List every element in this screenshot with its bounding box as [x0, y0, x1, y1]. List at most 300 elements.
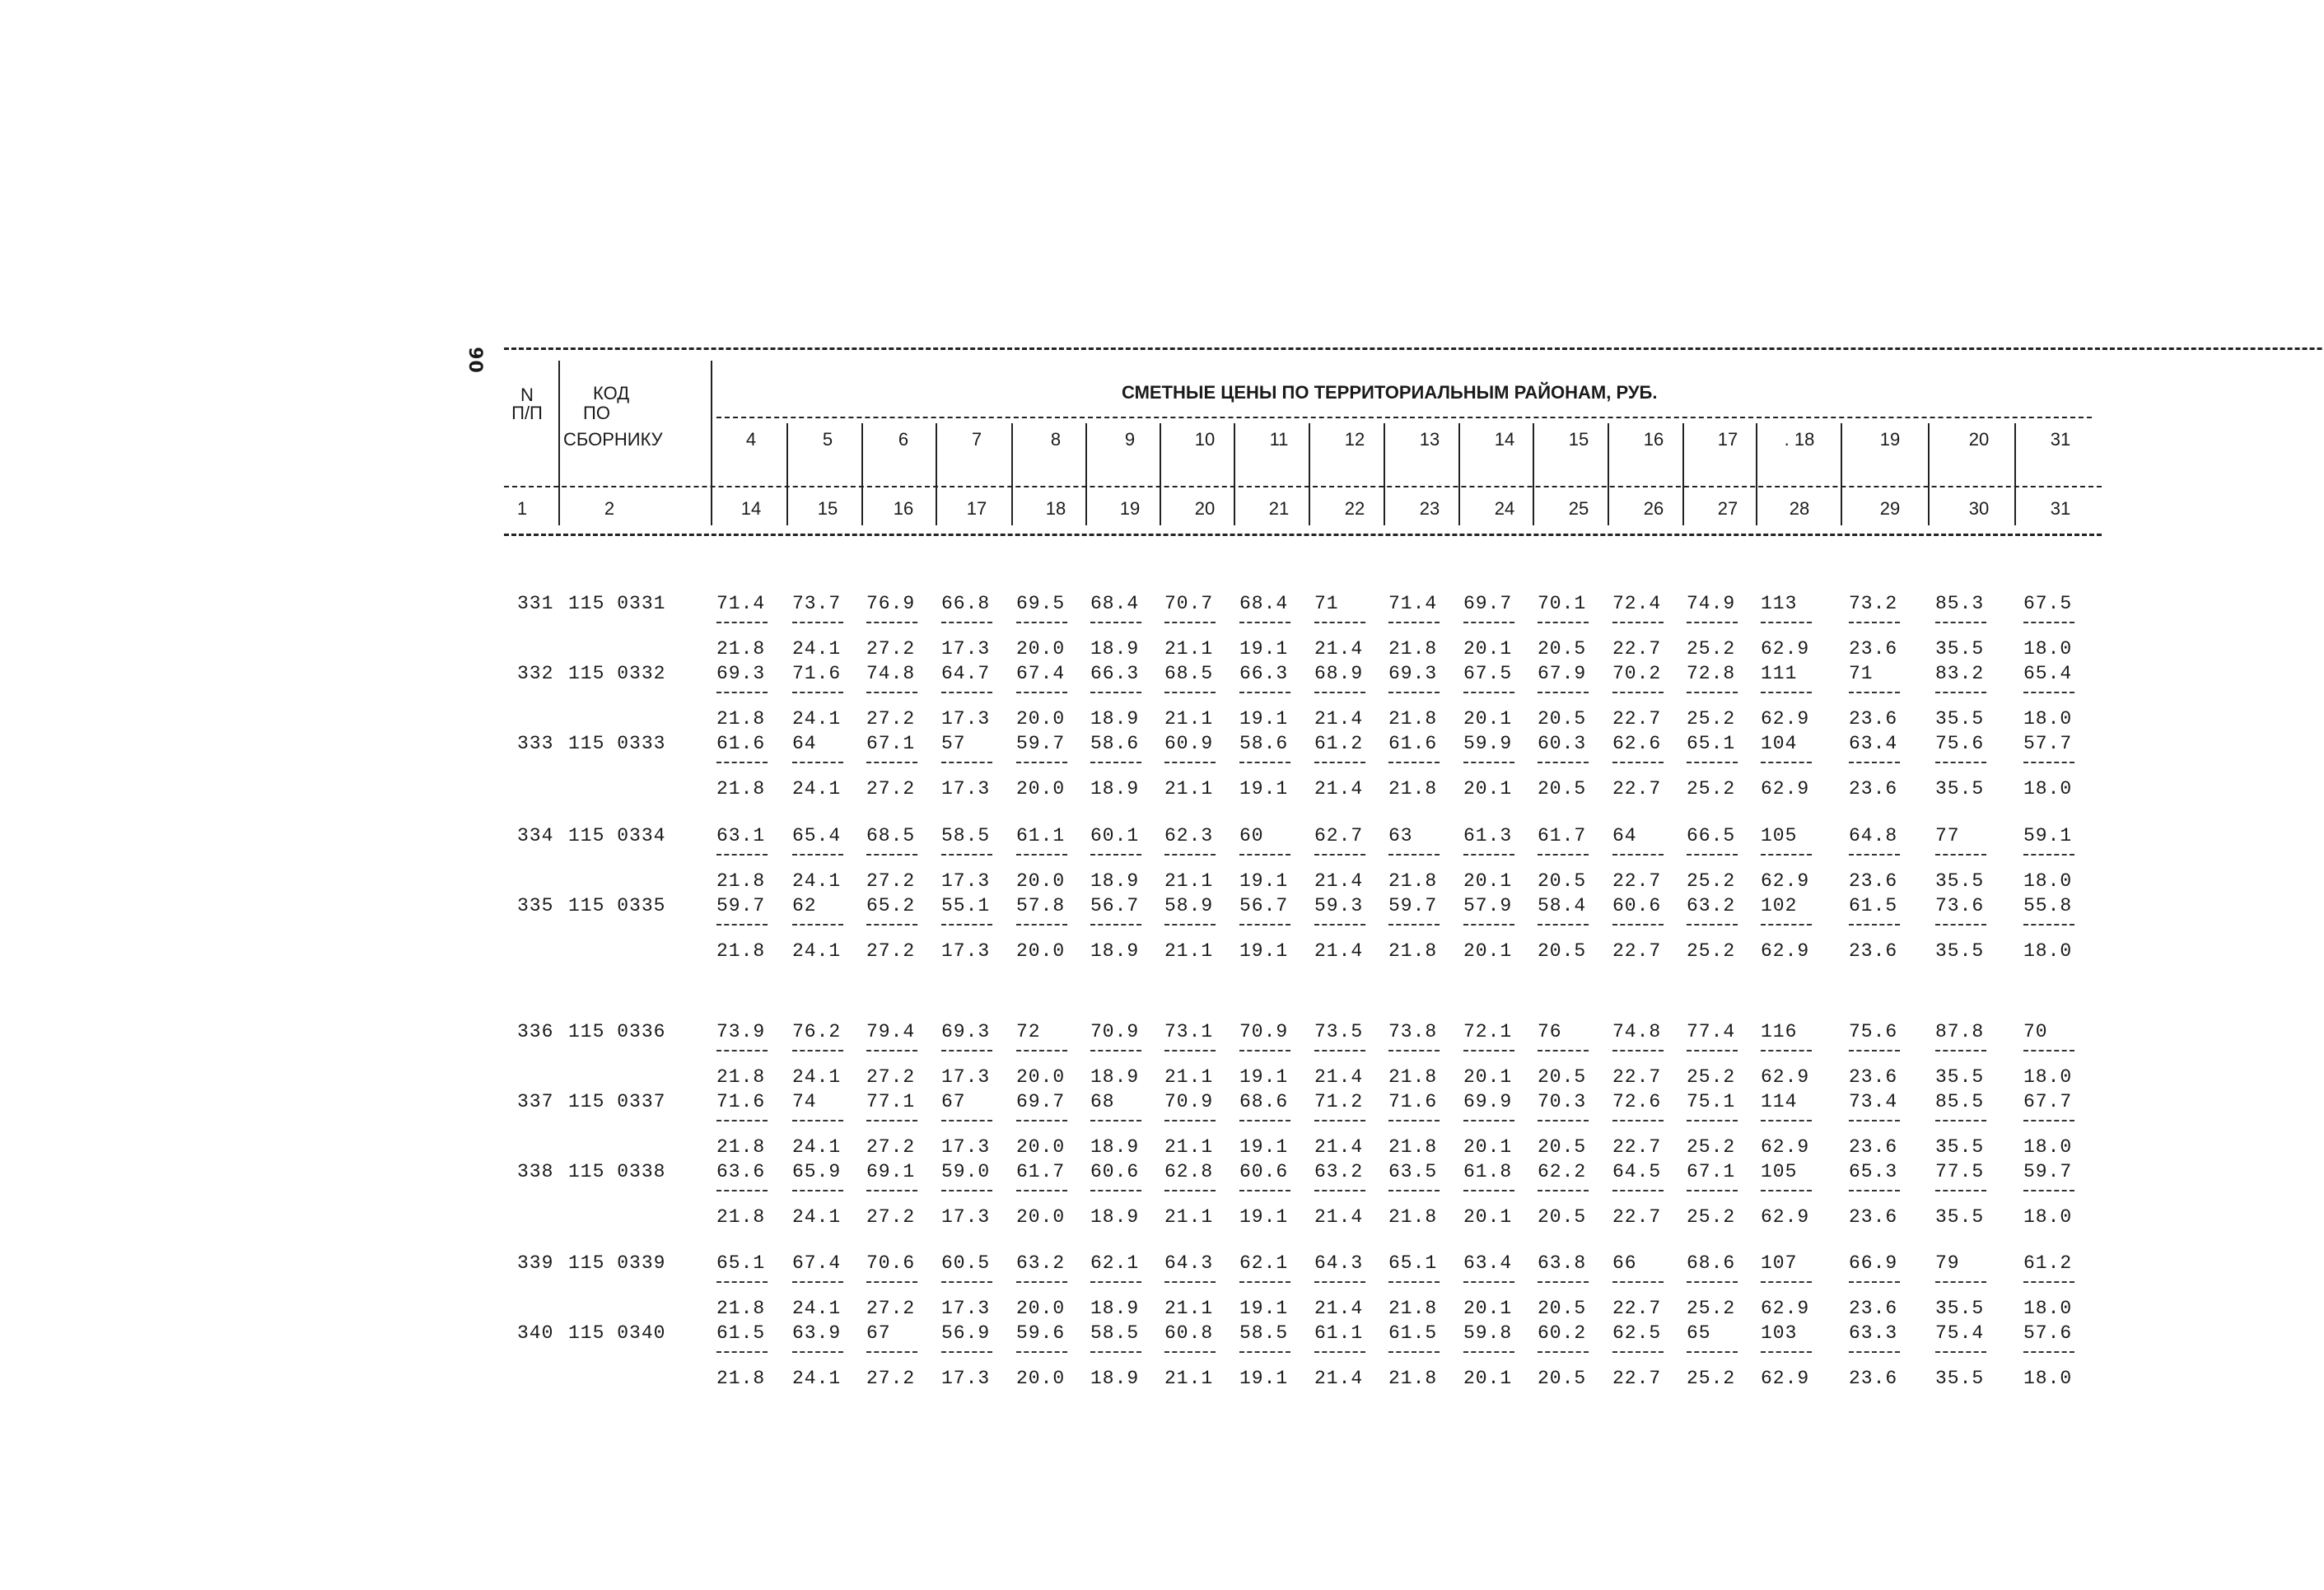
header-separator [1384, 423, 1385, 525]
fraction-bar [1090, 762, 1141, 763]
fraction-bar [1314, 1050, 1365, 1051]
price-value: 58.4 [1538, 895, 1587, 916]
header-separator [1085, 423, 1087, 525]
price-value: 73.4 [1849, 1091, 1898, 1112]
price-value: 58.5 [941, 825, 991, 846]
price-sub-value: 27.2 [866, 1206, 916, 1228]
region-number: 15 [1568, 429, 1589, 450]
price-sub-value: 27.2 [866, 940, 916, 962]
fraction-bar [716, 1120, 768, 1121]
price-sub-value: 17.3 [941, 708, 991, 730]
fraction-bar [1164, 1120, 1216, 1121]
price-value: 85.5 [1935, 1091, 1985, 1112]
fraction-bar [1090, 1351, 1141, 1353]
price-value: 65.4 [792, 825, 842, 846]
price-sub-value: 35.5 [1935, 638, 1985, 660]
price-sub-value: 25.2 [1687, 1136, 1736, 1158]
region-number: 10 [1194, 429, 1216, 450]
column-number: 24 [1494, 498, 1515, 519]
fraction-bar [792, 1281, 843, 1283]
fraction-bar [1463, 1190, 1514, 1191]
price-value: 57 [941, 733, 966, 754]
fraction-bar [792, 1120, 843, 1121]
fraction-bar [1090, 1190, 1141, 1191]
price-value: 73.2 [1849, 593, 1898, 614]
price-sub-value: 62.9 [1761, 940, 1810, 962]
price-value: 70.2 [1612, 663, 1662, 684]
price-sub-value: 19.1 [1239, 1066, 1289, 1088]
fraction-bar [941, 1190, 992, 1191]
price-value: 69.9 [1463, 1091, 1513, 1112]
price-sub-value: 21.4 [1314, 940, 1364, 962]
fraction-bar [1388, 924, 1440, 926]
header-separator [1309, 423, 1310, 525]
price-sub-value: 20.1 [1463, 1066, 1513, 1088]
price-value: 63.9 [792, 1322, 842, 1344]
header-rule-3 [504, 534, 2102, 536]
price-sub-value: 62.9 [1761, 1066, 1810, 1088]
column-number: 31 [2050, 498, 2071, 519]
price-sub-value: 21.8 [1388, 638, 1438, 660]
price-value: 61.2 [2023, 1252, 2073, 1274]
price-sub-value: 18.0 [2023, 1066, 2073, 1088]
price-sub-value: 18.0 [2023, 940, 2073, 962]
price-sub-value: 23.6 [1849, 940, 1898, 962]
price-sub-value: 18.9 [1090, 778, 1140, 800]
price-value: 68.6 [1239, 1091, 1289, 1112]
fraction-bar [1849, 1120, 1900, 1121]
price-sub-value: 20.1 [1463, 708, 1513, 730]
header-separator [711, 361, 712, 525]
fraction-bar [1612, 1190, 1664, 1191]
price-value: 60 [1239, 825, 1264, 846]
price-value: 73.1 [1164, 1021, 1214, 1042]
price-value: 60.3 [1538, 733, 1587, 754]
price-sub-value: 27.2 [866, 870, 916, 892]
fraction-bar [1314, 1120, 1365, 1121]
price-sub-value: 24.1 [792, 638, 842, 660]
fraction-bar [1239, 924, 1290, 926]
price-value: 67.4 [792, 1252, 842, 1274]
price-value: 73.8 [1388, 1021, 1438, 1042]
price-value: 62.8 [1164, 1161, 1214, 1182]
fraction-bar [1388, 854, 1440, 856]
fraction-bar [1016, 1050, 1067, 1051]
price-sub-value: 18.0 [2023, 778, 2073, 800]
price-sub-value: 20.0 [1016, 940, 1066, 962]
price-value: 63.2 [1016, 1252, 1066, 1274]
price-sub-value: 17.3 [941, 1136, 991, 1158]
fraction-bar [1935, 1190, 1986, 1191]
price-value: 63.4 [1849, 733, 1898, 754]
fraction-bar [1849, 854, 1900, 856]
price-sub-value: 18.9 [1090, 1368, 1140, 1389]
fraction-bar [716, 1351, 768, 1353]
price-sub-value: 20.5 [1538, 1136, 1587, 1158]
header-separator [1756, 423, 1757, 525]
fraction-bar [1687, 1190, 1738, 1191]
fraction-bar [1538, 762, 1589, 763]
price-value: 105 [1761, 825, 1798, 846]
row-code: 115 0333 [568, 733, 666, 754]
fraction-bar [2023, 622, 2074, 623]
price-value: 107 [1761, 1252, 1798, 1274]
price-sub-value: 18.0 [2023, 1136, 2073, 1158]
price-sub-value: 21.1 [1164, 1368, 1214, 1389]
fraction-bar [866, 1351, 917, 1353]
fraction-bar [1090, 854, 1141, 856]
column-number: 14 [740, 498, 762, 519]
price-sub-value: 21.8 [1388, 1368, 1438, 1389]
price-value: 116 [1761, 1021, 1798, 1042]
fraction-bar [1016, 692, 1067, 693]
price-sub-value: 18.0 [2023, 638, 2073, 660]
price-value: 63.2 [1314, 1161, 1364, 1182]
price-sub-value: 22.7 [1612, 778, 1662, 800]
price-value: 61.7 [1538, 825, 1587, 846]
price-value: 65.1 [716, 1252, 766, 1274]
price-sub-value: 25.2 [1687, 638, 1736, 660]
row-number: 335 [517, 895, 554, 916]
price-sub-value: 19.1 [1239, 940, 1289, 962]
price-value: 65.1 [1388, 1252, 1438, 1274]
price-value: 63.2 [1687, 895, 1736, 916]
page-number: 90 [464, 347, 485, 374]
row-number: 336 [517, 1021, 554, 1042]
price-sub-value: 20.0 [1016, 1206, 1066, 1228]
fraction-bar [941, 1281, 992, 1283]
price-value: 61.2 [1314, 733, 1364, 754]
price-sub-value: 35.5 [1935, 708, 1985, 730]
price-value: 65.4 [2023, 663, 2073, 684]
price-value: 74 [792, 1091, 817, 1112]
price-sub-value: 22.7 [1612, 1136, 1662, 1158]
price-sub-value: 20.0 [1016, 778, 1066, 800]
price-sub-value: 20.5 [1538, 708, 1587, 730]
price-sub-value: 21.8 [1388, 870, 1438, 892]
price-sub-value: 25.2 [1687, 940, 1736, 962]
header-separator [1682, 423, 1684, 525]
fraction-bar [1314, 924, 1365, 926]
row-number: 340 [517, 1322, 554, 1344]
price-sub-value: 27.2 [866, 778, 916, 800]
fraction-bar [792, 622, 843, 623]
price-sub-value: 23.6 [1849, 778, 1898, 800]
fraction-bar [941, 854, 992, 856]
price-value: 65.1 [1687, 733, 1736, 754]
price-value: 68.9 [1314, 663, 1364, 684]
fraction-bar [1612, 1281, 1664, 1283]
column-number: 1 [516, 498, 528, 519]
fraction-bar [1239, 1050, 1290, 1051]
price-value: 59.3 [1314, 895, 1364, 916]
fraction-bar [1239, 854, 1290, 856]
price-value: 73.7 [792, 593, 842, 614]
fraction-bar [1538, 692, 1589, 693]
column-number: 27 [1717, 498, 1738, 519]
fraction-bar [1687, 1351, 1738, 1353]
price-sub-value: 62.9 [1761, 1136, 1810, 1158]
price-value: 60.6 [1090, 1161, 1140, 1182]
price-sub-value: 22.7 [1612, 638, 1662, 660]
col-code-label-3: СБОРНИКУ [563, 429, 663, 450]
price-sub-value: 21.8 [716, 1368, 766, 1389]
price-value: 70.9 [1090, 1021, 1140, 1042]
price-value: 61.3 [1463, 825, 1513, 846]
fraction-bar [1016, 854, 1067, 856]
fraction-bar [1388, 1190, 1440, 1191]
price-sub-value: 21.4 [1314, 1368, 1364, 1389]
price-sub-value: 35.5 [1935, 778, 1985, 800]
fraction-bar [1016, 1351, 1067, 1353]
price-sub-value: 19.1 [1239, 1298, 1289, 1319]
price-sub-value: 18.9 [1090, 940, 1140, 962]
fraction-bar [1687, 924, 1738, 926]
price-value: 65.2 [866, 895, 916, 916]
price-value: 67 [866, 1322, 891, 1344]
fraction-bar [1761, 1120, 1812, 1121]
price-value: 66.3 [1090, 663, 1140, 684]
price-sub-value: 21.4 [1314, 870, 1364, 892]
price-value: 66.5 [1687, 825, 1736, 846]
fraction-bar [1164, 1281, 1216, 1283]
fraction-bar [1164, 1190, 1216, 1191]
price-sub-value: 23.6 [1849, 1136, 1898, 1158]
price-sub-value: 20.0 [1016, 708, 1066, 730]
fraction-bar [1164, 692, 1216, 693]
price-value: 61.6 [716, 733, 766, 754]
price-sub-value: 21.4 [1314, 638, 1364, 660]
price-value: 79.4 [866, 1021, 916, 1042]
fraction-bar [1164, 924, 1216, 926]
header-separator [1458, 423, 1460, 525]
price-sub-value: 62.9 [1761, 1206, 1810, 1228]
fraction-bar [1463, 1120, 1514, 1121]
price-sub-value: 24.1 [792, 778, 842, 800]
price-sub-value: 20.5 [1538, 1066, 1587, 1088]
price-sub-value: 19.1 [1239, 1206, 1289, 1228]
price-value: 63.6 [716, 1161, 766, 1182]
fraction-bar [792, 692, 843, 693]
price-value: 66 [1612, 1252, 1637, 1274]
price-sub-value: 24.1 [792, 1066, 842, 1088]
column-number: 21 [1268, 498, 1290, 519]
price-sub-value: 35.5 [1935, 1206, 1985, 1228]
fraction-bar [1935, 1050, 1986, 1051]
fraction-bar [1612, 924, 1664, 926]
price-sub-value: 20.1 [1463, 1368, 1513, 1389]
header-rule-2 [504, 486, 2102, 487]
price-sub-value: 20.1 [1463, 940, 1513, 962]
fraction-bar [1463, 692, 1514, 693]
fraction-bar [866, 1120, 917, 1121]
price-value: 60.6 [1239, 1161, 1289, 1182]
price-sub-value: 18.9 [1090, 1066, 1140, 1088]
fraction-bar [2023, 924, 2074, 926]
price-value: 68.6 [1687, 1252, 1736, 1274]
price-value: 61.6 [1388, 733, 1438, 754]
fraction-bar [1935, 1351, 1986, 1353]
price-value: 63.3 [1849, 1322, 1898, 1344]
price-value: 71.6 [716, 1091, 766, 1112]
fraction-bar [866, 924, 917, 926]
price-value: 67.1 [1687, 1161, 1736, 1182]
price-value: 58.6 [1090, 733, 1140, 754]
header-separator [1160, 423, 1161, 525]
fraction-bar [941, 1120, 992, 1121]
price-sub-value: 17.3 [941, 1066, 991, 1088]
price-value: 71.6 [792, 663, 842, 684]
price-value: 57.8 [1016, 895, 1066, 916]
row-code: 115 0340 [568, 1322, 666, 1344]
price-sub-value: 27.2 [866, 638, 916, 660]
row-code: 115 0336 [568, 1021, 666, 1042]
region-number: 6 [898, 429, 909, 450]
region-number: 9 [1124, 429, 1136, 450]
fraction-bar [1164, 622, 1216, 623]
fraction-bar [941, 762, 992, 763]
fraction-bar [2023, 1351, 2074, 1353]
fraction-bar [1849, 1281, 1900, 1283]
price-sub-value: 35.5 [1935, 1298, 1985, 1319]
price-sub-value: 19.1 [1239, 708, 1289, 730]
fraction-bar [1164, 1351, 1216, 1353]
fraction-bar [1687, 762, 1738, 763]
header-separator [1011, 423, 1013, 525]
price-sub-value: 22.7 [1612, 1298, 1662, 1319]
fraction-bar [1538, 924, 1589, 926]
price-sub-value: 21.8 [1388, 708, 1438, 730]
header-rule-0 [504, 347, 2324, 350]
price-sub-value: 18.9 [1090, 1298, 1140, 1319]
fraction-bar [1016, 622, 1067, 623]
price-sub-value: 20.5 [1538, 1368, 1587, 1389]
price-value: 63.8 [1538, 1252, 1587, 1274]
price-sub-value: 21.8 [716, 708, 766, 730]
price-value: 75.6 [1849, 1021, 1898, 1042]
fraction-bar [1612, 762, 1664, 763]
region-number: 17 [1717, 429, 1738, 450]
price-sub-value: 20.5 [1538, 870, 1587, 892]
fraction-bar [1239, 1281, 1290, 1283]
col-code-label: КОД [593, 383, 630, 403]
price-value: 105 [1761, 1161, 1798, 1182]
price-value: 63 [1388, 825, 1413, 846]
price-sub-value: 17.3 [941, 940, 991, 962]
price-value: 75.6 [1935, 733, 1985, 754]
price-value: 70.1 [1538, 593, 1587, 614]
fraction-bar [1761, 854, 1812, 856]
price-value: 74.8 [1612, 1021, 1662, 1042]
price-value: 72.8 [1687, 663, 1736, 684]
fraction-bar [716, 692, 768, 693]
fraction-bar [1090, 1120, 1141, 1121]
price-value: 63.1 [716, 825, 766, 846]
fraction-bar [1612, 1120, 1664, 1121]
price-sub-value: 21.4 [1314, 1066, 1364, 1088]
price-value: 114 [1761, 1091, 1798, 1112]
price-sub-value: 21.1 [1164, 1206, 1214, 1228]
fraction-bar [2023, 692, 2074, 693]
fraction-bar [1016, 1281, 1067, 1283]
fraction-bar [1016, 1120, 1067, 1121]
fraction-bar [1314, 1351, 1365, 1353]
price-sub-value: 18.0 [2023, 1206, 2073, 1228]
price-value: 60.8 [1164, 1322, 1214, 1344]
column-number: 20 [1194, 498, 1216, 519]
price-value: 64 [792, 733, 817, 754]
price-value: 56.7 [1090, 895, 1140, 916]
region-number: 31 [2050, 429, 2071, 450]
fraction-bar [1463, 1050, 1514, 1051]
column-number: 28 [1789, 498, 1810, 519]
price-value: 73.6 [1935, 895, 1985, 916]
price-sub-value: 21.8 [716, 638, 766, 660]
price-sub-value: 18.9 [1090, 708, 1140, 730]
price-sub-value: 25.2 [1687, 708, 1736, 730]
price-sub-value: 17.3 [941, 870, 991, 892]
price-sub-value: 19.1 [1239, 778, 1289, 800]
price-sub-value: 21.1 [1164, 638, 1214, 660]
price-sub-value: 35.5 [1935, 1136, 1985, 1158]
price-value: 67.7 [2023, 1091, 2073, 1112]
price-sub-value: 18.0 [2023, 1368, 2073, 1389]
price-sub-value: 21.4 [1314, 708, 1364, 730]
fraction-bar [1239, 1351, 1290, 1353]
price-sub-value: 20.1 [1463, 870, 1513, 892]
price-value: 62.2 [1538, 1161, 1587, 1182]
fraction-bar [1016, 762, 1067, 763]
region-number: 19 [1879, 429, 1901, 450]
fraction-bar [1761, 622, 1812, 623]
price-value: 59.8 [1463, 1322, 1513, 1344]
price-sub-value: 21.8 [716, 1136, 766, 1158]
fraction-bar [1935, 1120, 1986, 1121]
fraction-bar [1016, 924, 1067, 926]
price-value: 59.7 [1388, 895, 1438, 916]
price-sub-value: 21.8 [716, 870, 766, 892]
price-value: 67.4 [1016, 663, 1066, 684]
fraction-bar [1935, 692, 1986, 693]
fraction-bar [1090, 1050, 1141, 1051]
price-value: 104 [1761, 733, 1798, 754]
price-sub-value: 20.0 [1016, 1368, 1066, 1389]
price-value: 71 [1314, 593, 1339, 614]
price-sub-value: 62.9 [1761, 870, 1810, 892]
price-value: 68.4 [1090, 593, 1140, 614]
fraction-bar [1849, 762, 1900, 763]
fraction-bar [716, 622, 768, 623]
price-value: 73.9 [716, 1021, 766, 1042]
fraction-bar [1612, 854, 1664, 856]
price-sub-value: 23.6 [1849, 870, 1898, 892]
price-value: 77.5 [1935, 1161, 1985, 1182]
fraction-bar [716, 1050, 768, 1051]
price-value: 74.8 [866, 663, 916, 684]
fraction-bar [1761, 692, 1812, 693]
price-value: 58.5 [1090, 1322, 1140, 1344]
header-separator [1234, 423, 1235, 525]
region-number: 14 [1494, 429, 1515, 450]
price-value: 103 [1761, 1322, 1798, 1344]
header-separator [1608, 423, 1609, 525]
price-value: 59.0 [941, 1161, 991, 1182]
price-sub-value: 21.1 [1164, 1298, 1214, 1319]
fraction-bar [1538, 1120, 1589, 1121]
price-value: 59.7 [2023, 1161, 2073, 1182]
price-sub-value: 23.6 [1849, 1206, 1898, 1228]
region-number: 11 [1269, 429, 1289, 450]
